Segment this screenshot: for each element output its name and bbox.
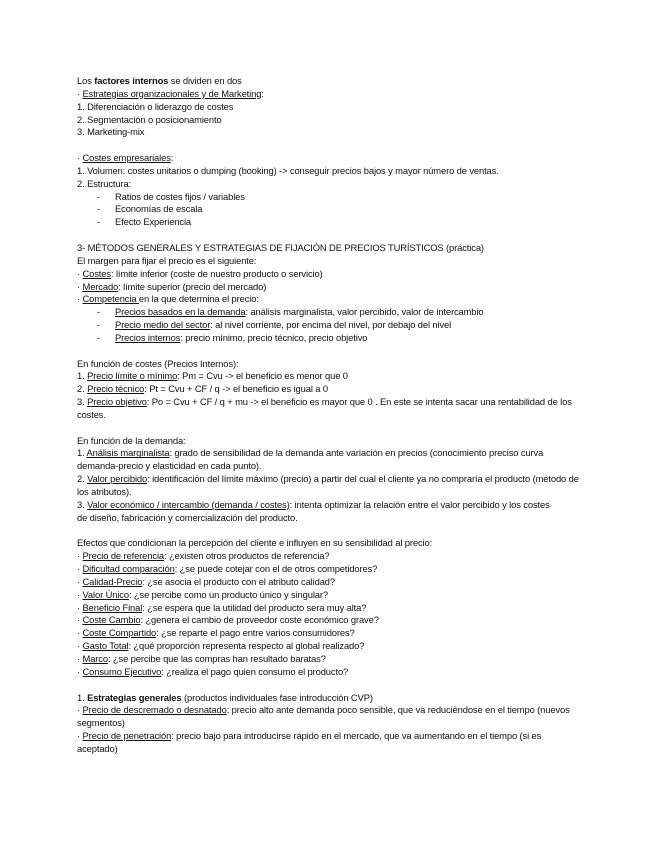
paragraph: El margen para fijar el precio es el siguiente: [77,254,257,266]
document-page [77,75,582,756]
list-item: · Calidad-Precio: ¿se asocia el producto con el atributo calidad? [77,575,335,587]
list-item: 2. Estructura: [77,177,132,189]
list-item: · Coste Compartido: ¿se reparte el pago entre varios consumidores? [77,627,355,639]
intro-line: Los factores internos se dividen en dos [77,75,242,86]
factores-internos: factores internos [94,75,169,86]
section-heading: 1. Estrategias generales (productos individuales fase introducción CVP) [77,691,373,703]
list-item: · Competencia en la que determina el precio: [77,293,259,305]
sub-item: - Ratios de costes fijos / variables [97,190,245,202]
sub-item: - Precios basados en la demanda: análisis marginalista, valor percibido, valor de intercambio [97,306,484,318]
sub-item: - Efecto Experiencia [97,216,192,228]
list-item: · Beneficio Final: ¿se espera que la utilidad del producto sera muy alta? [77,601,367,613]
list-item: 2. Valor percibido: identificación del límite máximo (precio) a partir del cual el cliente ya no compraría el producto (método de los atributos). [77,473,579,497]
list-item: · Costes: límite inferior (coste de nuestro producto o servicio) [77,267,323,279]
sub-item: - Economías de escala [97,203,203,215]
list-item: 1. Análisis marginalista: grado de sensibilidad de la demanda ante variación en precios (conocimiento preciso curva demanda-precio y elasticidad en cada punto). [77,447,544,472]
costes-heading: · Costes empresariales: [77,152,174,164]
sub-item: - Precios internos: precio mínimo, precio técnico, precio objetivo [97,331,368,343]
list-item: · Gasto Total: ¿qué proporción representa respecto al global realizado? [77,640,365,652]
section-heading: 3- MÉTODOS GENERALES Y ESTRATEGIAS DE FIJACIÓN DE PRECIOS TURÍSTICOS (práctica) [77,241,484,253]
list-item: 2. Precio técnico: Pt = Cvu + CF / q -> el beneficio es igual a 0 [77,383,328,395]
paragraph: de diseño, fabricación y comercialización del producto. [77,511,298,523]
list-item: · Precio de referencia: ¿existen otros productos de referencia? [77,550,330,562]
list-item: · Mercado: límite superior (precio del mercado) [77,280,267,292]
list-item: 1. Diferenciación o liderazgo de costes [77,100,234,112]
list-item: · Valor Único: ¿se percibe como un producto único y singular? [77,588,328,600]
section-heading: Efectos que condicionan la percepción del cliente e influyen en su sensibilidad al precio: [77,537,433,549]
sub-item: - Precio medio del sector: al nivel corriente, por encima del nivel, por debajo del nivel [97,319,452,331]
list-item: · Consumo Ejecutivo: ¿realiza el pago quien consumo el producto? [77,665,349,677]
list-item: 1. Volumen: costes unitarios o dumping (booking) -> conseguir precios bajos y mayor número de ventas. [77,164,499,176]
section-heading: En función de la demanda: [77,434,186,446]
list-item: · Precio de penetración: precio bajo para introducirse rápido en el mercado, que va aumentando en el tiempo (si es aceptado) [77,730,542,754]
list-item: 3. Marketing-mix [77,126,145,138]
list-item: 3. Valor económico / intercambio (demanda / costes): intenta optimizar la relación entre el valor percibido y los costes [77,498,550,510]
org-heading: · Estrategias organizacionales y de Marketing: [77,87,264,99]
list-item: 3. Precio objetivo: Po = Cvu + CF / q + mu -> el beneficio es mayor que 0 . En este se intenta sacar una rentabilidad de los costes. [77,396,572,420]
list-item: · Marco: ¿se percibe que las compras han resultado baratas? [77,652,326,664]
list-item: · Precio de descremado o desnatado: precio alto ante demanda poco sensible, que va reduciéndose en el tiempo (nuevos segmentos) [77,704,570,729]
list-item: 1. Precio límite o mínimo: Pm = Cvu -> el beneficio es menor que 0 [77,370,348,382]
section-heading: En función de costes (Precios Internos): [77,357,239,369]
list-item: · Coste Cambio: ¿genera el cambio de proveedor coste económico grave? [77,614,379,626]
list-item: 2. Segmentación o posicionamiento [77,113,222,125]
list-item: · Dificultad comparación: ¿se puede cotejar con el de otros competidores? [77,563,378,575]
